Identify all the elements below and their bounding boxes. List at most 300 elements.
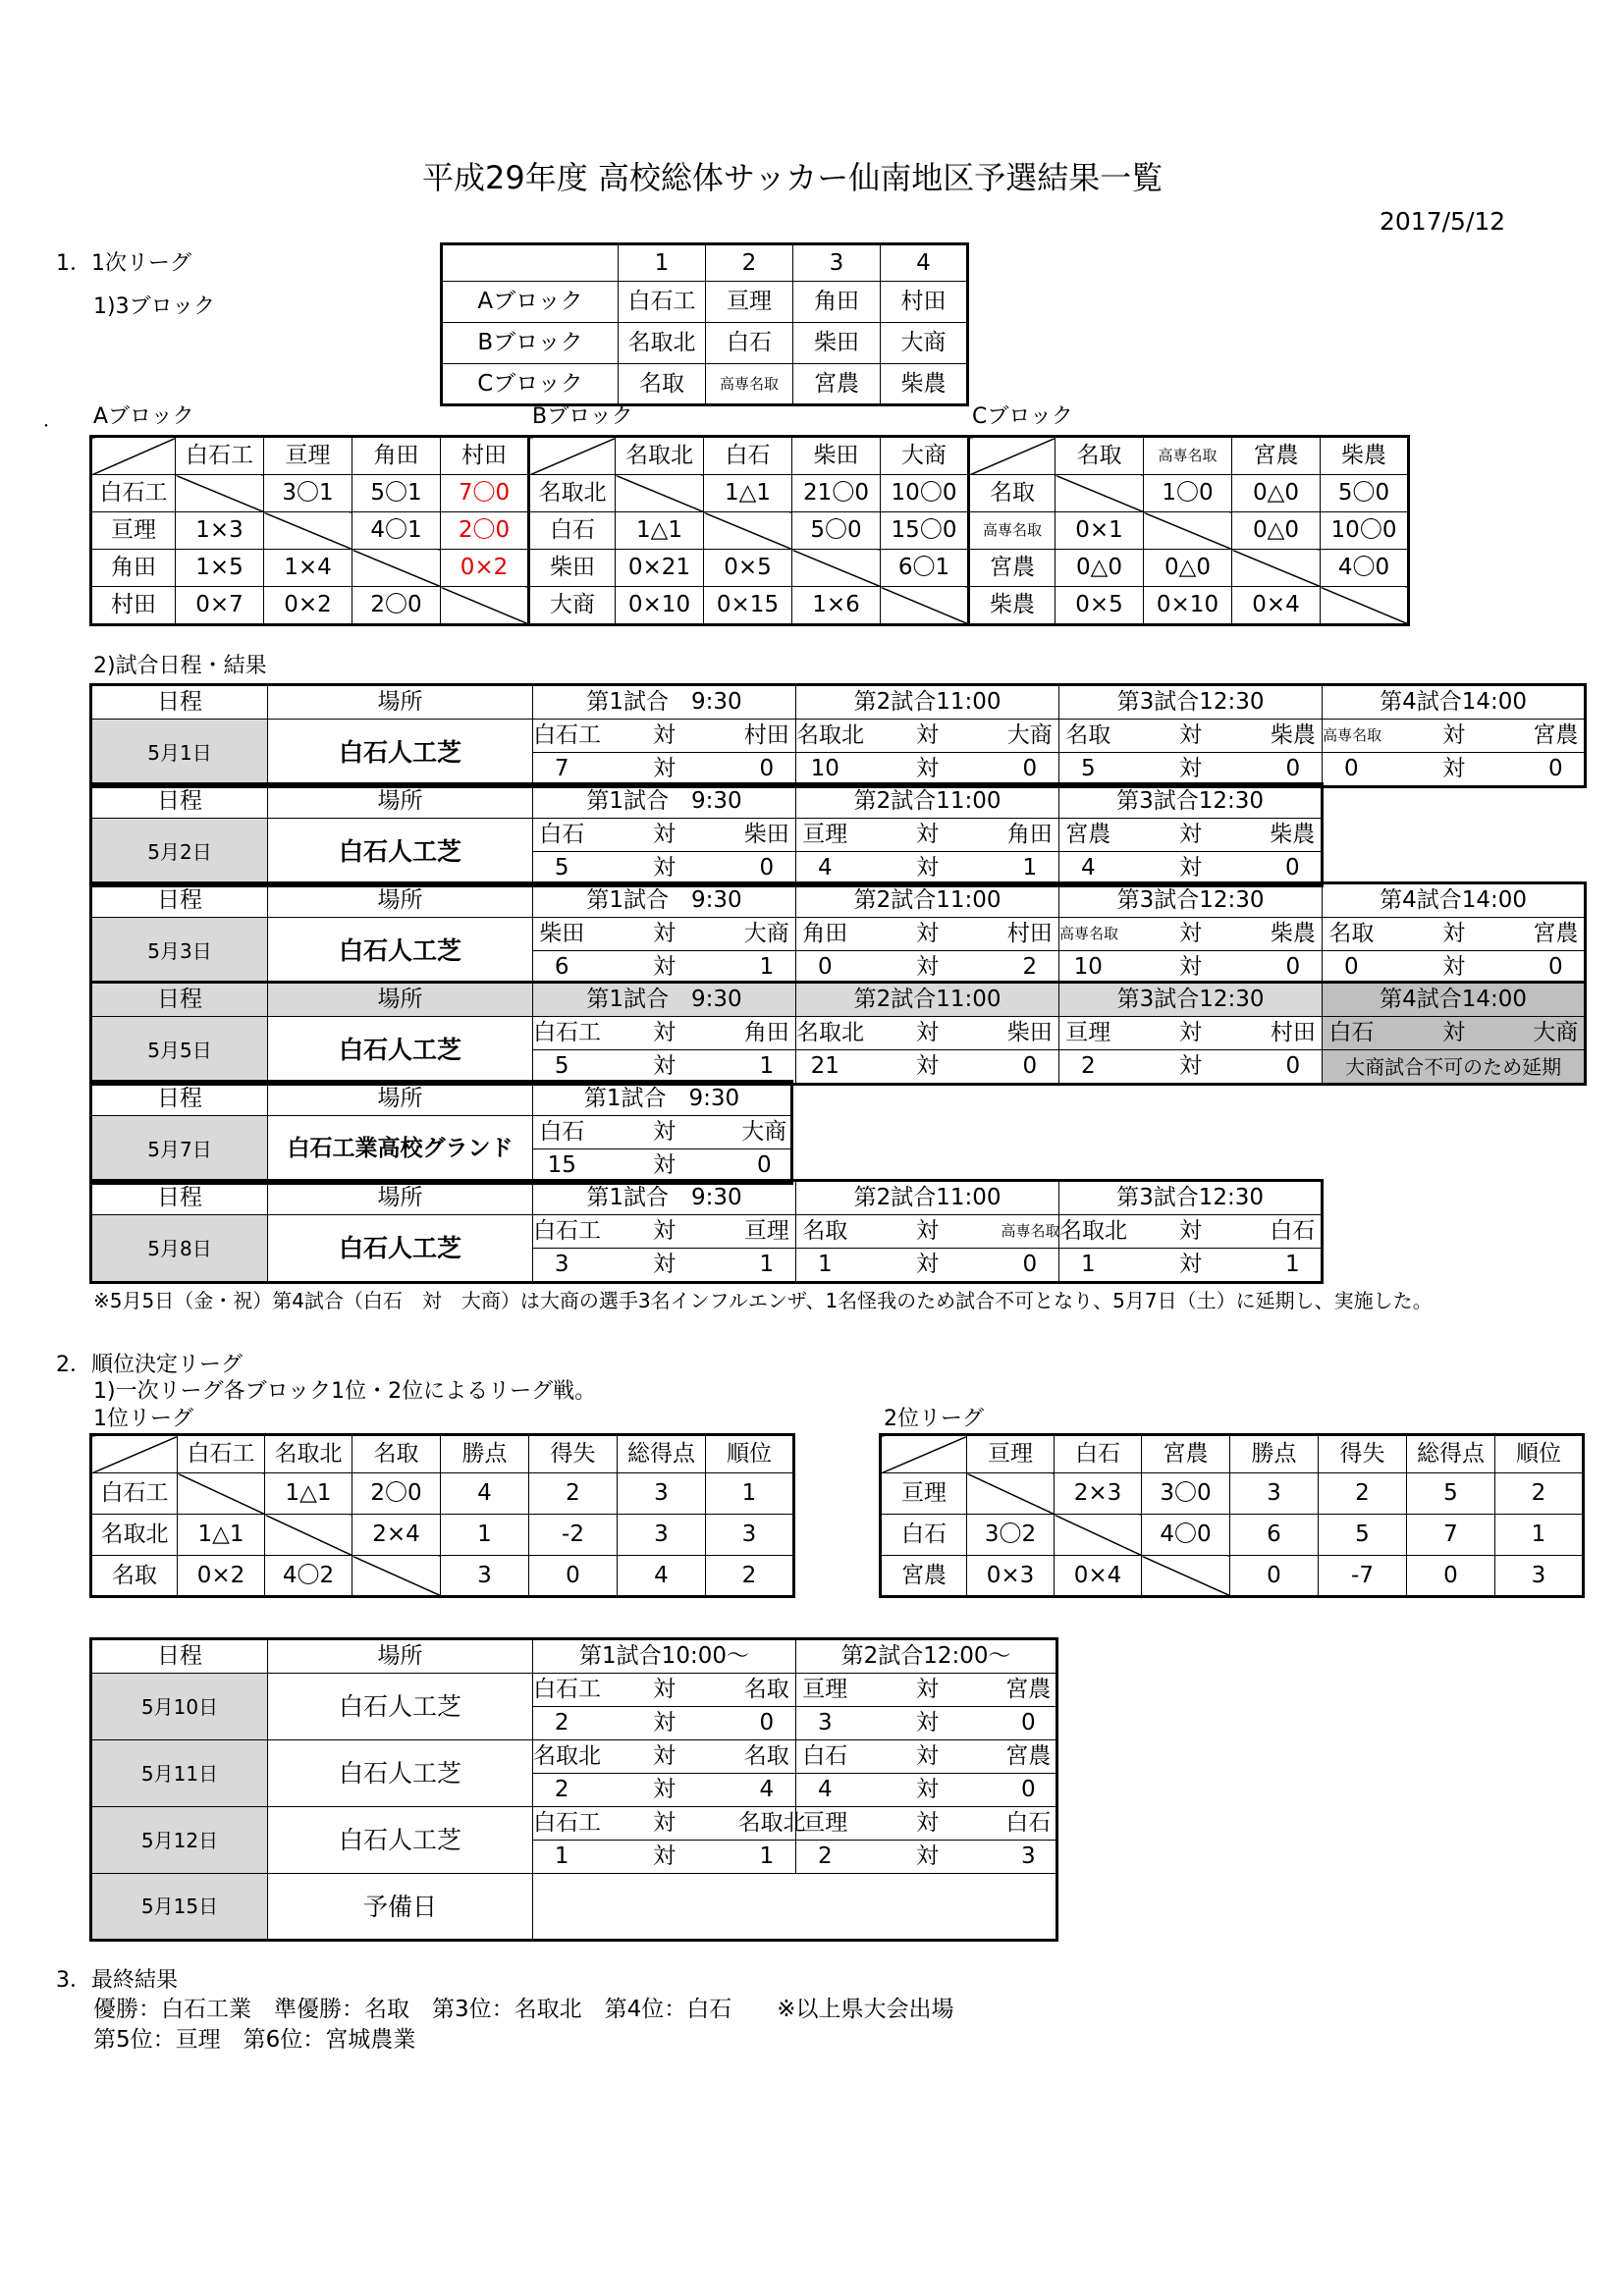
vs-label: 対 — [1117, 951, 1265, 986]
home-score: 4 — [796, 852, 854, 886]
home-team: 名取 — [1323, 918, 1380, 951]
assign-team: 角田 — [793, 282, 881, 323]
schedule-heading: 2)試合日程・結果 — [93, 654, 267, 678]
vs-label: 対 — [591, 1807, 738, 1841]
vs-label: 対 — [591, 1841, 738, 1874]
vs-label: 対 — [1117, 1017, 1265, 1050]
result-cell: 2〇0 — [441, 512, 529, 550]
vs-label: 対 — [854, 1707, 1001, 1740]
home-team: 名取北 — [796, 1017, 854, 1050]
result-cell: 1△1 — [265, 1473, 352, 1515]
match-date: 5月3日 — [91, 918, 268, 986]
team-header: 大商 — [881, 437, 969, 475]
home-score: 5 — [533, 852, 591, 886]
away-team: 村田 — [1265, 1017, 1323, 1050]
result-cell: 5〇1 — [352, 475, 441, 512]
home-score: 2 — [1059, 1050, 1117, 1085]
team-row-label: 柴農 — [969, 587, 1056, 625]
assign-team: 白石工 — [619, 282, 706, 323]
result-cell: 0×5 — [704, 550, 792, 587]
stat-header: 勝点 — [1230, 1435, 1319, 1473]
game-header: 第4試合14:00 — [1323, 983, 1586, 1017]
empty-games — [533, 1874, 1057, 1941]
home-score: 0 — [796, 951, 854, 986]
vs-label: 対 — [591, 1707, 738, 1740]
block-a-table — [89, 435, 530, 626]
venue-header: 場所 — [268, 883, 533, 918]
away-team: 村田 — [1001, 918, 1059, 951]
game-header: 第1試合 9:30 — [533, 1181, 796, 1215]
result-cell: 0×4 — [1055, 1556, 1142, 1597]
away-team: 村田 — [738, 720, 796, 753]
away-score: 0 — [1001, 753, 1059, 787]
block-b-table — [527, 435, 970, 626]
schedule-day — [89, 981, 1587, 1086]
result-cell: 2×4 — [352, 1515, 441, 1556]
match-date: 5月15日 — [91, 1874, 268, 1941]
vs-label: 対 — [591, 1740, 738, 1774]
self-cell — [1056, 475, 1144, 512]
result-cell: 0×2 — [178, 1556, 265, 1597]
match-venue: 白石人工芝 — [268, 1215, 533, 1283]
team-header: 名取北 — [616, 437, 704, 475]
away-team: 大商 — [1528, 1017, 1586, 1050]
team-header: 白石 — [1055, 1435, 1142, 1473]
stat-header: 勝点 — [441, 1435, 529, 1473]
self-cell — [178, 1473, 265, 1515]
result-cell: 3〇2 — [967, 1515, 1055, 1556]
vs-label: 対 — [653, 722, 676, 748]
result-cell: 0×2 — [441, 550, 529, 587]
vs-label: 対 — [854, 1017, 1001, 1050]
team-header: 白石 — [704, 437, 792, 475]
self-cell — [792, 550, 881, 587]
page-title: 平成29年度 高校総体サッカー仙南地区予選結果一覧 — [422, 159, 1164, 196]
goals-cell: 5 — [1407, 1473, 1495, 1515]
away-team: 宮農 — [1528, 918, 1586, 951]
block-a-label: Aブロック — [93, 404, 194, 429]
block-c-label: Cブロック — [972, 404, 1073, 429]
away-score: 0 — [1265, 1050, 1323, 1085]
points-cell: 0 — [1230, 1556, 1319, 1597]
self-cell — [1232, 550, 1321, 587]
result-cell: 7〇0 — [441, 475, 529, 512]
game-header: 第1試合 9:30 — [533, 685, 796, 720]
home-team: 白石 — [796, 1740, 854, 1774]
team-row-label: 角田 — [91, 550, 176, 587]
away-score: 1 — [738, 1841, 796, 1874]
assign-header: 4 — [881, 244, 968, 282]
away-score: 1 — [738, 951, 796, 986]
match-venue: 白石人工芝 — [268, 1740, 533, 1807]
home-score: 10 — [796, 753, 854, 787]
team-row-label: 白石 — [529, 512, 616, 550]
result-cell: 0×15 — [704, 587, 792, 625]
game-header: 第1試合 9:30 — [533, 983, 796, 1017]
date-header: 日程 — [91, 1181, 268, 1215]
home-team: 白石 — [1323, 1017, 1380, 1050]
away-score: 0 — [1001, 1249, 1059, 1283]
self-cell — [616, 475, 704, 512]
result-cell: 5〇0 — [792, 512, 881, 550]
home-score: 3 — [533, 1249, 591, 1283]
vs-label: 対 — [591, 753, 738, 787]
assign-block-label: Bブロック — [442, 323, 619, 364]
team-row-label: 名取北 — [91, 1515, 178, 1556]
team-row-label: 宮農 — [969, 550, 1056, 587]
goals-cell: 7 — [1407, 1515, 1495, 1556]
home-score: 3 — [796, 1707, 854, 1740]
home-score: 2 — [533, 1707, 591, 1740]
result-cell: 3〇1 — [264, 475, 352, 512]
home-team: 白石工 — [533, 1807, 591, 1841]
schedule-day — [89, 1080, 793, 1185]
match-date: 5月8日 — [91, 1215, 268, 1283]
assign-team: 白石 — [706, 323, 793, 364]
self-cell — [967, 1473, 1055, 1515]
result-cell: 0×3 — [967, 1556, 1055, 1597]
final-result-line-2: 第5位：亘理 第6位：宮城農業 — [93, 2027, 416, 2053]
away-score: 0 — [1265, 852, 1323, 886]
date-header: 日程 — [91, 1082, 268, 1116]
goal-diff-cell: -2 — [529, 1515, 618, 1556]
home-team: 亘理 — [796, 1674, 854, 1707]
vs-label: 対 — [854, 1215, 1001, 1249]
venue-header: 場所 — [268, 1639, 533, 1674]
result-cell: 0×10 — [616, 587, 704, 625]
result-cell: 1△1 — [616, 512, 704, 550]
points-cell: 3 — [1230, 1473, 1319, 1515]
rank-cell: 2 — [706, 1556, 794, 1597]
home-score: 1 — [796, 1249, 854, 1283]
away-score: 0 — [1265, 753, 1323, 787]
vs-label: 対 — [854, 1740, 1001, 1774]
game-header: 第2試合12:00～ — [796, 1639, 1057, 1674]
result-cell: 3〇0 — [1142, 1473, 1230, 1515]
home-score: 4 — [1059, 852, 1117, 886]
assign-team: 柴農 — [881, 364, 968, 405]
stat-header: 順位 — [1495, 1435, 1584, 1473]
team-row-label: 大商 — [529, 587, 616, 625]
home-score: 1 — [533, 1841, 591, 1874]
assign-header-blank — [442, 244, 619, 282]
rank-cell: 3 — [706, 1515, 794, 1556]
match-venue: 白石工業高校グランド — [268, 1116, 533, 1184]
vs-label: 対 — [854, 753, 1001, 787]
vs-label: 対 — [1380, 753, 1528, 787]
block-c-table — [967, 435, 1410, 626]
date-header: 日程 — [91, 883, 268, 918]
vs-label: 対 — [591, 1149, 738, 1184]
result-cell: 4〇0 — [1321, 550, 1409, 587]
vs-label: 対 — [591, 1774, 738, 1807]
assign-team: 大商 — [881, 323, 968, 364]
team-row-label: 宮農 — [881, 1556, 967, 1597]
game-header: 第4試合14:00 — [1323, 685, 1586, 720]
self-cell — [264, 512, 352, 550]
result-cell: 10〇0 — [881, 475, 969, 512]
stat-header: 順位 — [706, 1435, 794, 1473]
match-venue: 予備日 — [268, 1874, 533, 1941]
points-cell: 3 — [441, 1556, 529, 1597]
assign-team: 名取北 — [619, 323, 706, 364]
section-1-sub: 1)3ブロック — [93, 294, 216, 319]
team-row-label: 名取北 — [529, 475, 616, 512]
game-header: 第1試合 9:30 — [533, 784, 796, 819]
home-score: 2 — [796, 1841, 854, 1874]
goal-diff-cell: 5 — [1319, 1515, 1407, 1556]
vs-label: 対 — [854, 1807, 1001, 1841]
team-header: 亘理 — [967, 1435, 1055, 1473]
home-score: 5 — [533, 1050, 591, 1085]
corner-cell — [969, 437, 1056, 475]
home-team: 高専名取 — [1323, 720, 1380, 753]
home-team: 亘理 — [1059, 1017, 1117, 1050]
home-team: 宮農 — [1059, 819, 1117, 852]
match-venue: 白石人工芝 — [268, 720, 533, 787]
game-header: 第3試合12:30 — [1059, 983, 1323, 1017]
team-row-label: 高専名取 — [969, 512, 1056, 550]
result-cell: 0×2 — [264, 587, 352, 625]
postponement-note: ※5月5日（金・祝）第4試合（白石 対 大商）は大商の選手3名インフルエンザ、1名怪我のため試合不可となり、5月7日（土）に延期し、実施した。 — [93, 1289, 1433, 1312]
goal-diff-cell: 2 — [529, 1473, 618, 1515]
away-score: 1 — [1001, 852, 1059, 886]
game-header: 第3試合12:30 — [1059, 784, 1323, 819]
match-date: 5月1日 — [91, 720, 268, 787]
away-team: 柴農 — [1265, 918, 1323, 951]
away-score: 0 — [1528, 753, 1586, 787]
result-cell: 0×7 — [176, 587, 264, 625]
document-date: 2017/5/12 — [1380, 207, 1506, 236]
away-score: 0 — [738, 852, 796, 886]
home-score: 15 — [533, 1149, 591, 1184]
assign-block-label: Cブロック — [442, 364, 619, 405]
result-cell: 0△0 — [1056, 550, 1144, 587]
result-cell: 2〇0 — [352, 1473, 441, 1515]
date-header: 日程 — [91, 784, 268, 819]
vs-label: 対 — [591, 819, 738, 852]
schedule-day — [89, 1179, 1324, 1284]
venue-header: 場所 — [268, 1082, 533, 1116]
game-header: 第4試合14:00 — [1323, 883, 1586, 918]
vs-label: 対 — [1117, 852, 1265, 886]
home-team: 亘理 — [796, 819, 854, 852]
goal-diff-cell: 2 — [1319, 1473, 1407, 1515]
vs-label: 対 — [1117, 1050, 1265, 1085]
self-cell — [1144, 512, 1232, 550]
away-team: 柴田 — [738, 819, 796, 852]
home-team: 白石工 — [533, 1215, 591, 1249]
away-score: 0 — [738, 753, 796, 787]
stat-header: 総得点 — [1407, 1435, 1495, 1473]
date-header: 日程 — [91, 983, 268, 1017]
away-team: 大商 — [738, 1116, 792, 1149]
assign-team: 柴田 — [793, 323, 881, 364]
result-cell: 1×6 — [792, 587, 881, 625]
result-cell: 15〇0 — [881, 512, 969, 550]
away-team: 白石 — [1001, 1807, 1057, 1841]
points-cell: 6 — [1230, 1515, 1319, 1556]
team-header: 高専名取 — [1144, 437, 1232, 475]
result-cell: 0△0 — [1232, 512, 1321, 550]
goal-diff-cell: 0 — [529, 1556, 618, 1597]
stray-dot: ・ — [39, 419, 53, 435]
vs-label: 対 — [854, 1674, 1001, 1707]
result-cell: 5〇0 — [1321, 475, 1409, 512]
league-1-table — [89, 1433, 795, 1598]
rank-cell: 3 — [1495, 1556, 1584, 1597]
result-cell: 0×10 — [1144, 587, 1232, 625]
rank-cell: 1 — [706, 1473, 794, 1515]
team-row-label: 亘理 — [881, 1473, 967, 1515]
away-score: 1 — [738, 1050, 796, 1085]
vs-label: 対 — [591, 1050, 738, 1085]
team-row-label: 名取 — [91, 1556, 178, 1597]
assign-team: 名取 — [619, 364, 706, 405]
self-cell — [1055, 1515, 1142, 1556]
game-header: 第3試合12:30 — [1059, 685, 1323, 720]
team-header: 名取 — [352, 1435, 441, 1473]
match-date: 5月2日 — [91, 819, 268, 886]
vs-label: 対 — [591, 1674, 738, 1707]
away-score: 0 — [1001, 1774, 1057, 1807]
corner-cell — [91, 437, 176, 475]
goals-cell: 3 — [618, 1473, 706, 1515]
game-header: 第1試合 9:30 — [533, 883, 796, 918]
match-date: 5月7日 — [91, 1116, 268, 1184]
vs-label: 対 — [1117, 753, 1265, 787]
match-venue: 白石人工芝 — [268, 1674, 533, 1740]
vs-label: 対 — [591, 1017, 738, 1050]
home-team: 角田 — [796, 918, 854, 951]
corner-cell — [529, 437, 616, 475]
postponed-note: 大商試合不可のため延期 — [1323, 1050, 1586, 1085]
home-team: 白石 — [533, 819, 591, 852]
corner-cell — [91, 1435, 178, 1473]
section-1-heading: 1．1次リーグ — [56, 251, 191, 276]
match-venue: 白石人工芝 — [268, 819, 533, 886]
home-team: 白石工 — [533, 1674, 591, 1707]
home-team: 白石工 — [533, 1017, 591, 1050]
self-cell — [1321, 587, 1409, 625]
vs-label: 対 — [591, 1116, 738, 1149]
game-header: 第2試合11:00 — [796, 883, 1059, 918]
section-2-heading: 2．順位決定リーグ — [56, 1353, 243, 1377]
self-cell — [352, 1556, 441, 1597]
game-header: 第2試合11:00 — [796, 1181, 1059, 1215]
game-header: 第2試合11:00 — [796, 983, 1059, 1017]
home-score: 0 — [1323, 951, 1380, 986]
team-header: 白石工 — [178, 1435, 265, 1473]
goals-cell: 0 — [1407, 1556, 1495, 1597]
vs-label: 対 — [1380, 720, 1528, 753]
away-score: 0 — [1001, 1707, 1057, 1740]
home-team: 名取 — [1059, 720, 1117, 753]
assign-block-label: Aブロック — [442, 282, 619, 323]
goals-cell: 4 — [618, 1556, 706, 1597]
away-team: 大商 — [738, 918, 796, 951]
team-header: 宮農 — [1232, 437, 1321, 475]
vs-label: 対 — [1380, 951, 1528, 986]
away-team: 名取 — [738, 1674, 796, 1707]
away-team: 柴農 — [1265, 720, 1323, 753]
away-score: 1 — [738, 1249, 796, 1283]
vs-label: 対 — [854, 720, 1001, 753]
result-cell: 0×5 — [1056, 587, 1144, 625]
vs-label: 対 — [591, 1249, 738, 1283]
vs-label: 対 — [854, 1249, 1001, 1283]
vs-label: 対 — [854, 951, 1001, 986]
home-team: 亘理 — [796, 1807, 854, 1841]
goals-cell: 3 — [618, 1515, 706, 1556]
schedule-day — [89, 881, 1587, 987]
home-score: 2 — [533, 1774, 591, 1807]
self-cell — [352, 550, 441, 587]
away-team: 名取北 — [738, 1807, 796, 1841]
team-header: 村田 — [441, 437, 529, 475]
self-cell — [1142, 1556, 1230, 1597]
vs-label: 対 — [591, 852, 738, 886]
vs-label: 対 — [1117, 1215, 1265, 1249]
result-cell: 1×4 — [264, 550, 352, 587]
team-header: 名取 — [1056, 437, 1144, 475]
home-team: 名取北 — [533, 1740, 591, 1774]
result-cell: 10〇0 — [1321, 512, 1409, 550]
home-score: 21 — [796, 1050, 854, 1085]
result-cell: 1〇0 — [1144, 475, 1232, 512]
home-team: 名取北 — [796, 720, 854, 753]
team-row-label: 白石工 — [91, 475, 176, 512]
assign-header: 1 — [619, 244, 706, 282]
away-team: 角田 — [738, 1017, 796, 1050]
result-cell: 1△1 — [704, 475, 792, 512]
stat-header: 得失 — [1319, 1435, 1407, 1473]
away-team: 亘理 — [738, 1215, 796, 1249]
vs-label: 対 — [854, 1050, 1001, 1085]
schedule-day — [89, 683, 1587, 788]
team-header: 名取北 — [265, 1435, 352, 1473]
self-cell — [265, 1515, 352, 1556]
final-league-schedule — [89, 1637, 1058, 1942]
away-team: 柴田 — [1001, 1017, 1059, 1050]
date-header: 日程 — [91, 1639, 268, 1674]
result-cell: 0×21 — [616, 550, 704, 587]
away-team: 高専名取 — [1001, 1215, 1059, 1249]
away-team: 名取 — [738, 1740, 796, 1774]
result-cell: 1×5 — [176, 550, 264, 587]
result-cell: 0△0 — [1144, 550, 1232, 587]
home-score: 7 — [533, 753, 591, 787]
block-assignment-table — [440, 242, 969, 406]
rank-cell: 1 — [1495, 1515, 1584, 1556]
away-score: 0 — [1265, 951, 1323, 986]
goal-diff-cell: -7 — [1319, 1556, 1407, 1597]
block-b-label: Bブロック — [532, 404, 633, 429]
result-cell: 4〇0 — [1142, 1515, 1230, 1556]
vs-label: 対 — [854, 1774, 1001, 1807]
points-cell: 1 — [441, 1515, 529, 1556]
venue-header: 場所 — [268, 983, 533, 1017]
venue-header: 場所 — [268, 784, 533, 819]
result-cell: 6〇1 — [881, 550, 969, 587]
result-cell: 0×1 — [1056, 512, 1144, 550]
match-venue: 白石人工芝 — [268, 1807, 533, 1874]
points-cell: 4 — [441, 1473, 529, 1515]
home-team: 名取北 — [1059, 1215, 1117, 1249]
result-cell: 2×3 — [1055, 1473, 1142, 1515]
self-cell — [704, 512, 792, 550]
vs-label: 対 — [1117, 720, 1265, 753]
